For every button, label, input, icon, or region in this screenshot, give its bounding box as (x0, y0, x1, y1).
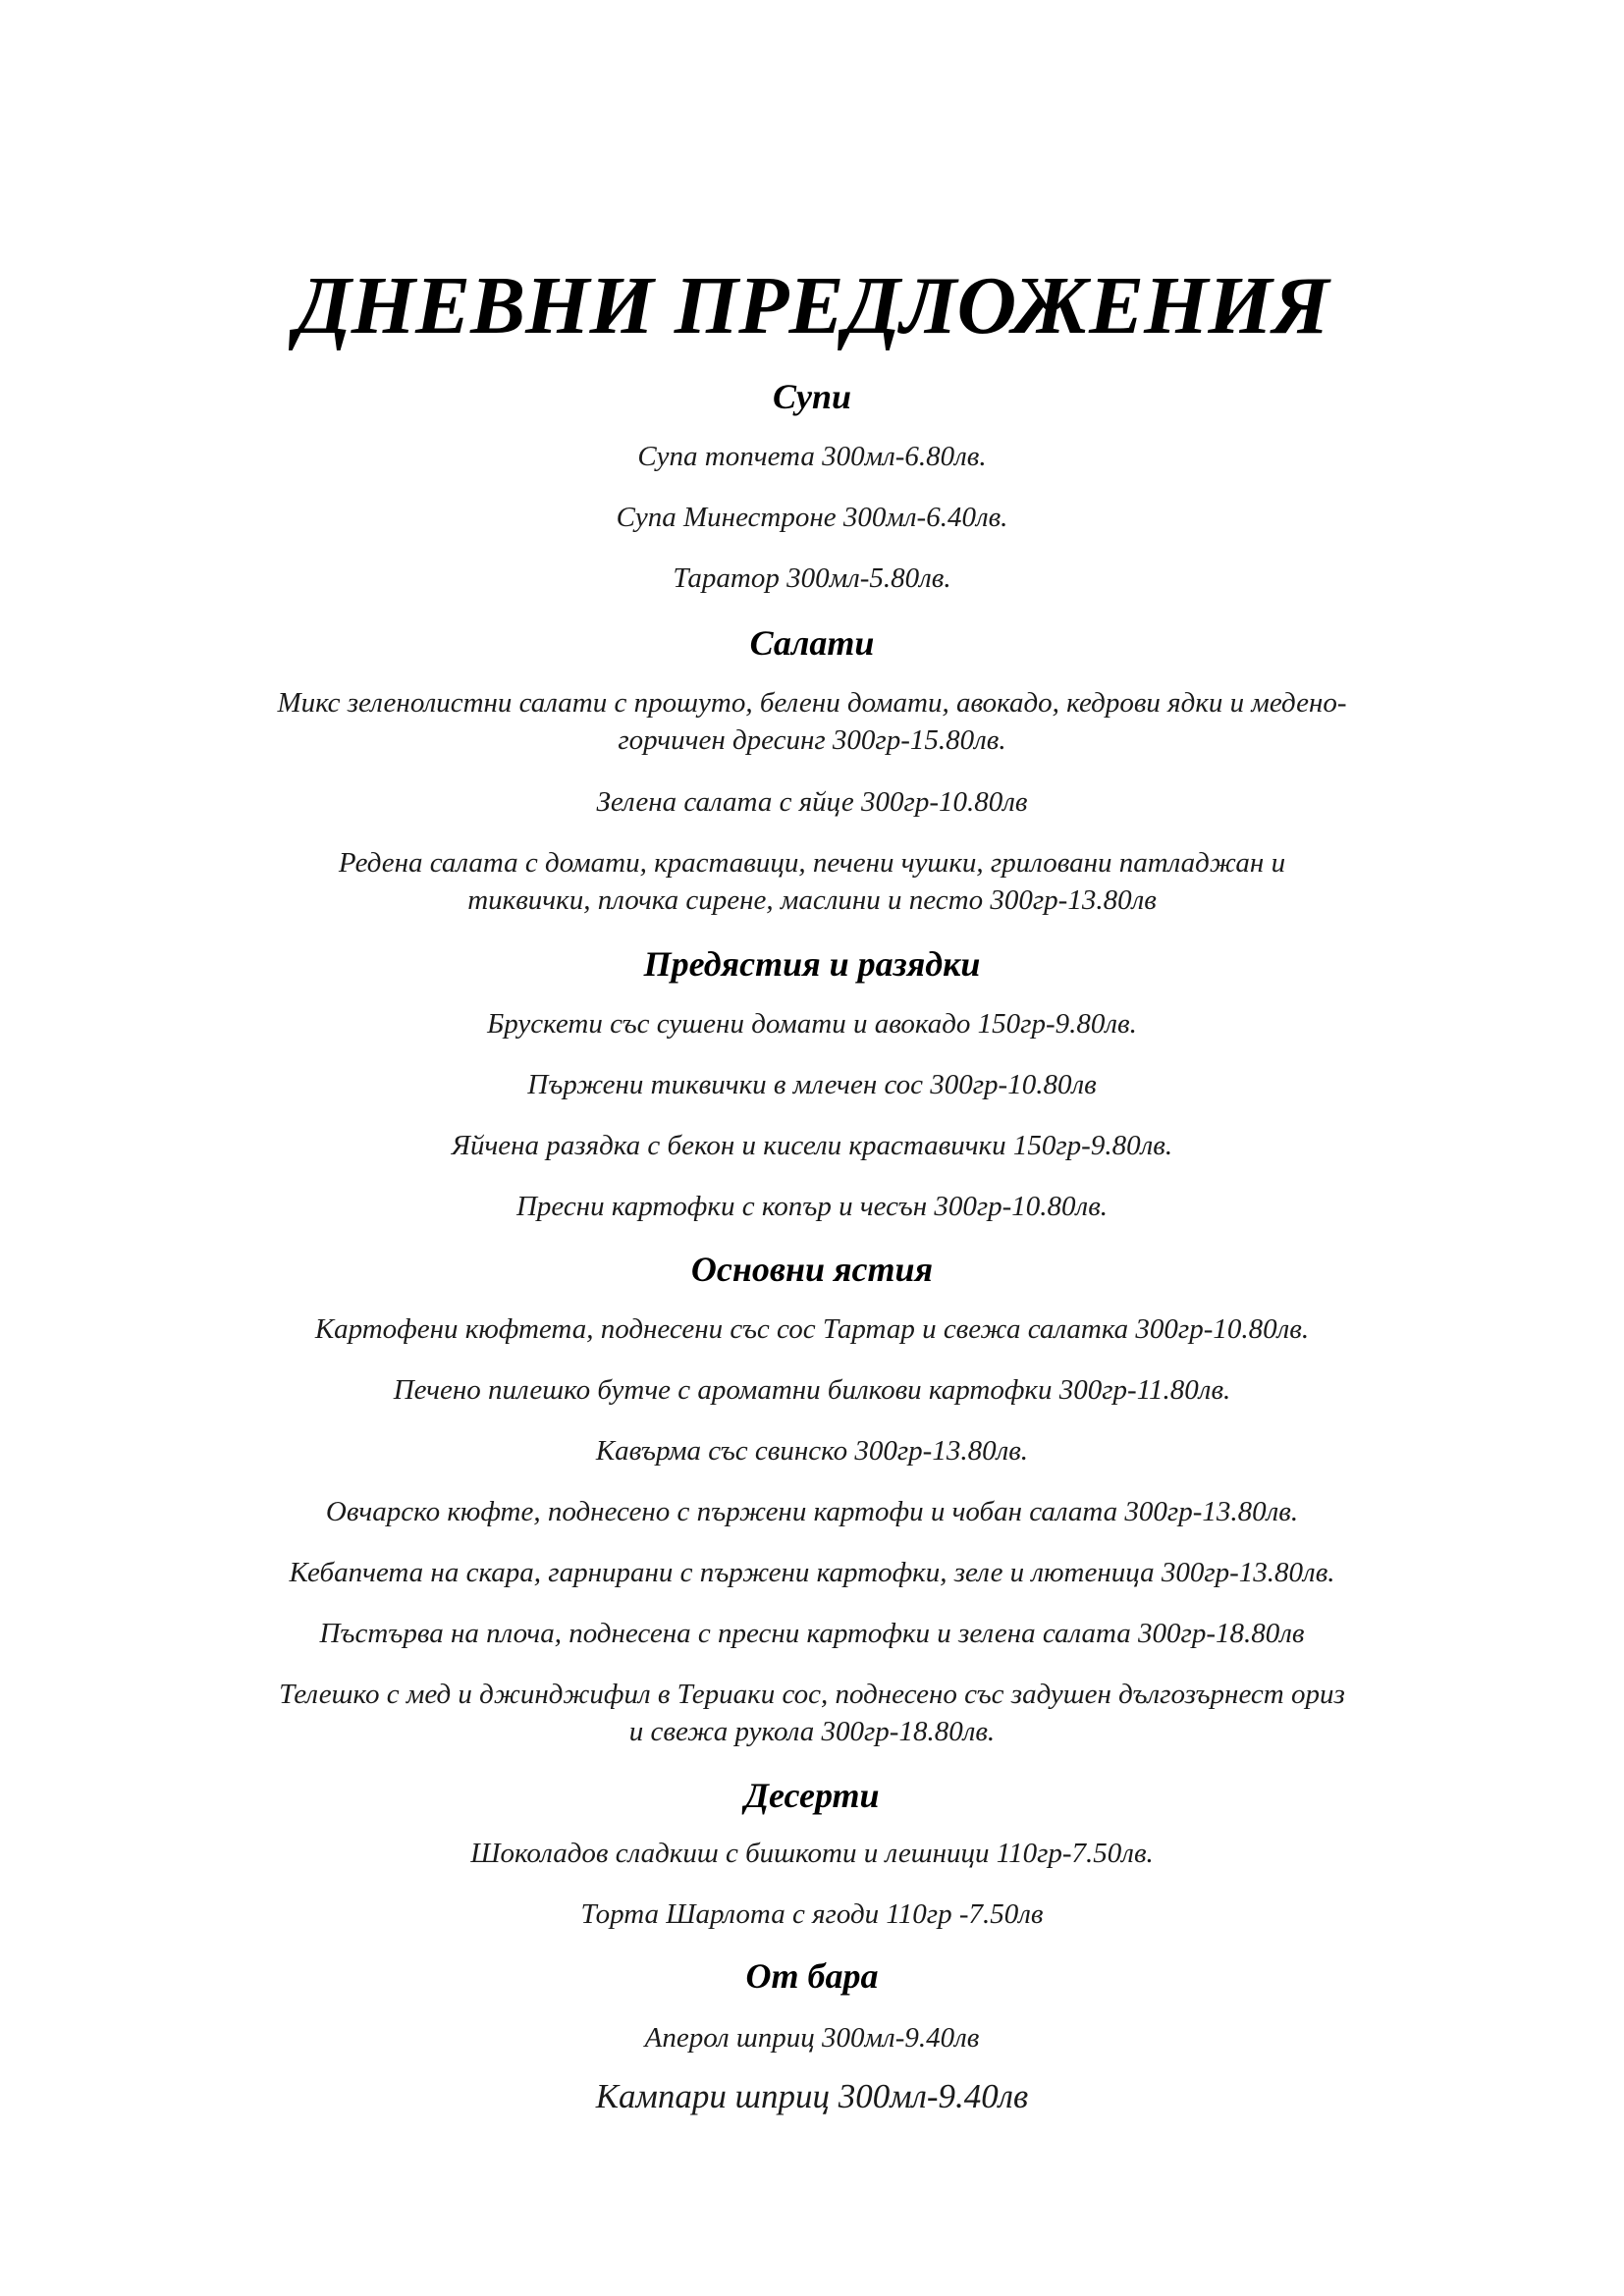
menu-item: Печено пилешко бутче с ароматни билкови картофки 300гр-11.80лв. (393, 1374, 1231, 1406)
menu-item: Пресни картофки с копър и чесън 300гр-10.80лв. (515, 1191, 1109, 1222)
section-heading-desserts: Десерти (744, 1776, 880, 1815)
menu-item: Картофени кюфтета, поднесени със сос Тартар и свежа салатка 300гр-10.80лв. (314, 1313, 1310, 1345)
section-heading-appetizers: Предястия и разядки (643, 944, 981, 984)
menu-item: Торта Шарлота с ягоди 110гр -7.50лв (580, 1898, 1044, 1930)
menu-item-line: Редена салата с домати, краставици, печени чушки, гриловани патладжан и (338, 847, 1286, 879)
menu-item-line: Телешко с мед и джинджифил в Териаки сос, поднесено със задушен дългозърнест ориз (279, 1679, 1345, 1710)
menu-item: Кавърма със свинско 300гр-13.80лв. (595, 1435, 1029, 1467)
menu-item: Кебапчета на скара, гарнирани с пържени картофки, зеле и лютеница 300гр-13.80лв. (289, 1557, 1335, 1588)
menu-item: Кампари шприц 300мл-9.40лв (595, 2077, 1029, 2115)
menu-item-line: тиквички, плочка сирене, маслини и песто 300гр-13.80лв (467, 884, 1157, 916)
menu-item: Пържени тиквички в млечен сос 300гр-10.80лв (527, 1069, 1097, 1100)
section-heading-main-courses: Основни ястия (690, 1250, 934, 1289)
menu-item: Супа Минестроне 300мл-6.40лв. (616, 502, 1008, 533)
menu-item: Шоколадов сладкиш с бишкоти и лешници 110гр-7.50лв. (470, 1838, 1154, 1869)
section-heading-salads: Салати (749, 623, 875, 663)
menu-item: Яйчена разядка с бекон и кисели краставички 150гр-9.80лв. (451, 1130, 1173, 1161)
section-heading-bar: От бара (745, 1956, 879, 1996)
menu-item: Супа топчета 300мл-6.80лв. (637, 441, 987, 472)
menu-item: Аперол шприц 300мл-9.40лв (644, 2022, 980, 2054)
menu-item-line: и свежа рукола 300гр-18.80лв. (628, 1716, 996, 1747)
menu-item: Брускети със сушени домати и авокадо 150гр-9.80лв. (487, 1008, 1137, 1040)
menu-item-line: горчичен дресинг 300гр-15.80лв. (618, 724, 1006, 756)
menu-item: Овчарско кюфте, поднесено с пържени картофи и чобан салата 300гр-13.80лв. (325, 1496, 1299, 1527)
section-heading-soups: Супи (772, 377, 852, 416)
menu-item: Таратор 300мл-5.80лв. (673, 562, 951, 594)
menu-item: Зелена салата с яйце 300гр-10.80лв (596, 786, 1028, 818)
menu-item: Пъстърва на плоча, поднесена с пресни картофки и зелена салата 300гр-18.80лв (319, 1618, 1305, 1649)
page-title: ДНЕВНИ ПРЕДЛОЖЕНИЯ (295, 260, 1329, 351)
menu-item-line: Микс зеленолистни салати с прошуто, белени домати, авокадо, кедрови ядки и медено- (277, 687, 1347, 719)
